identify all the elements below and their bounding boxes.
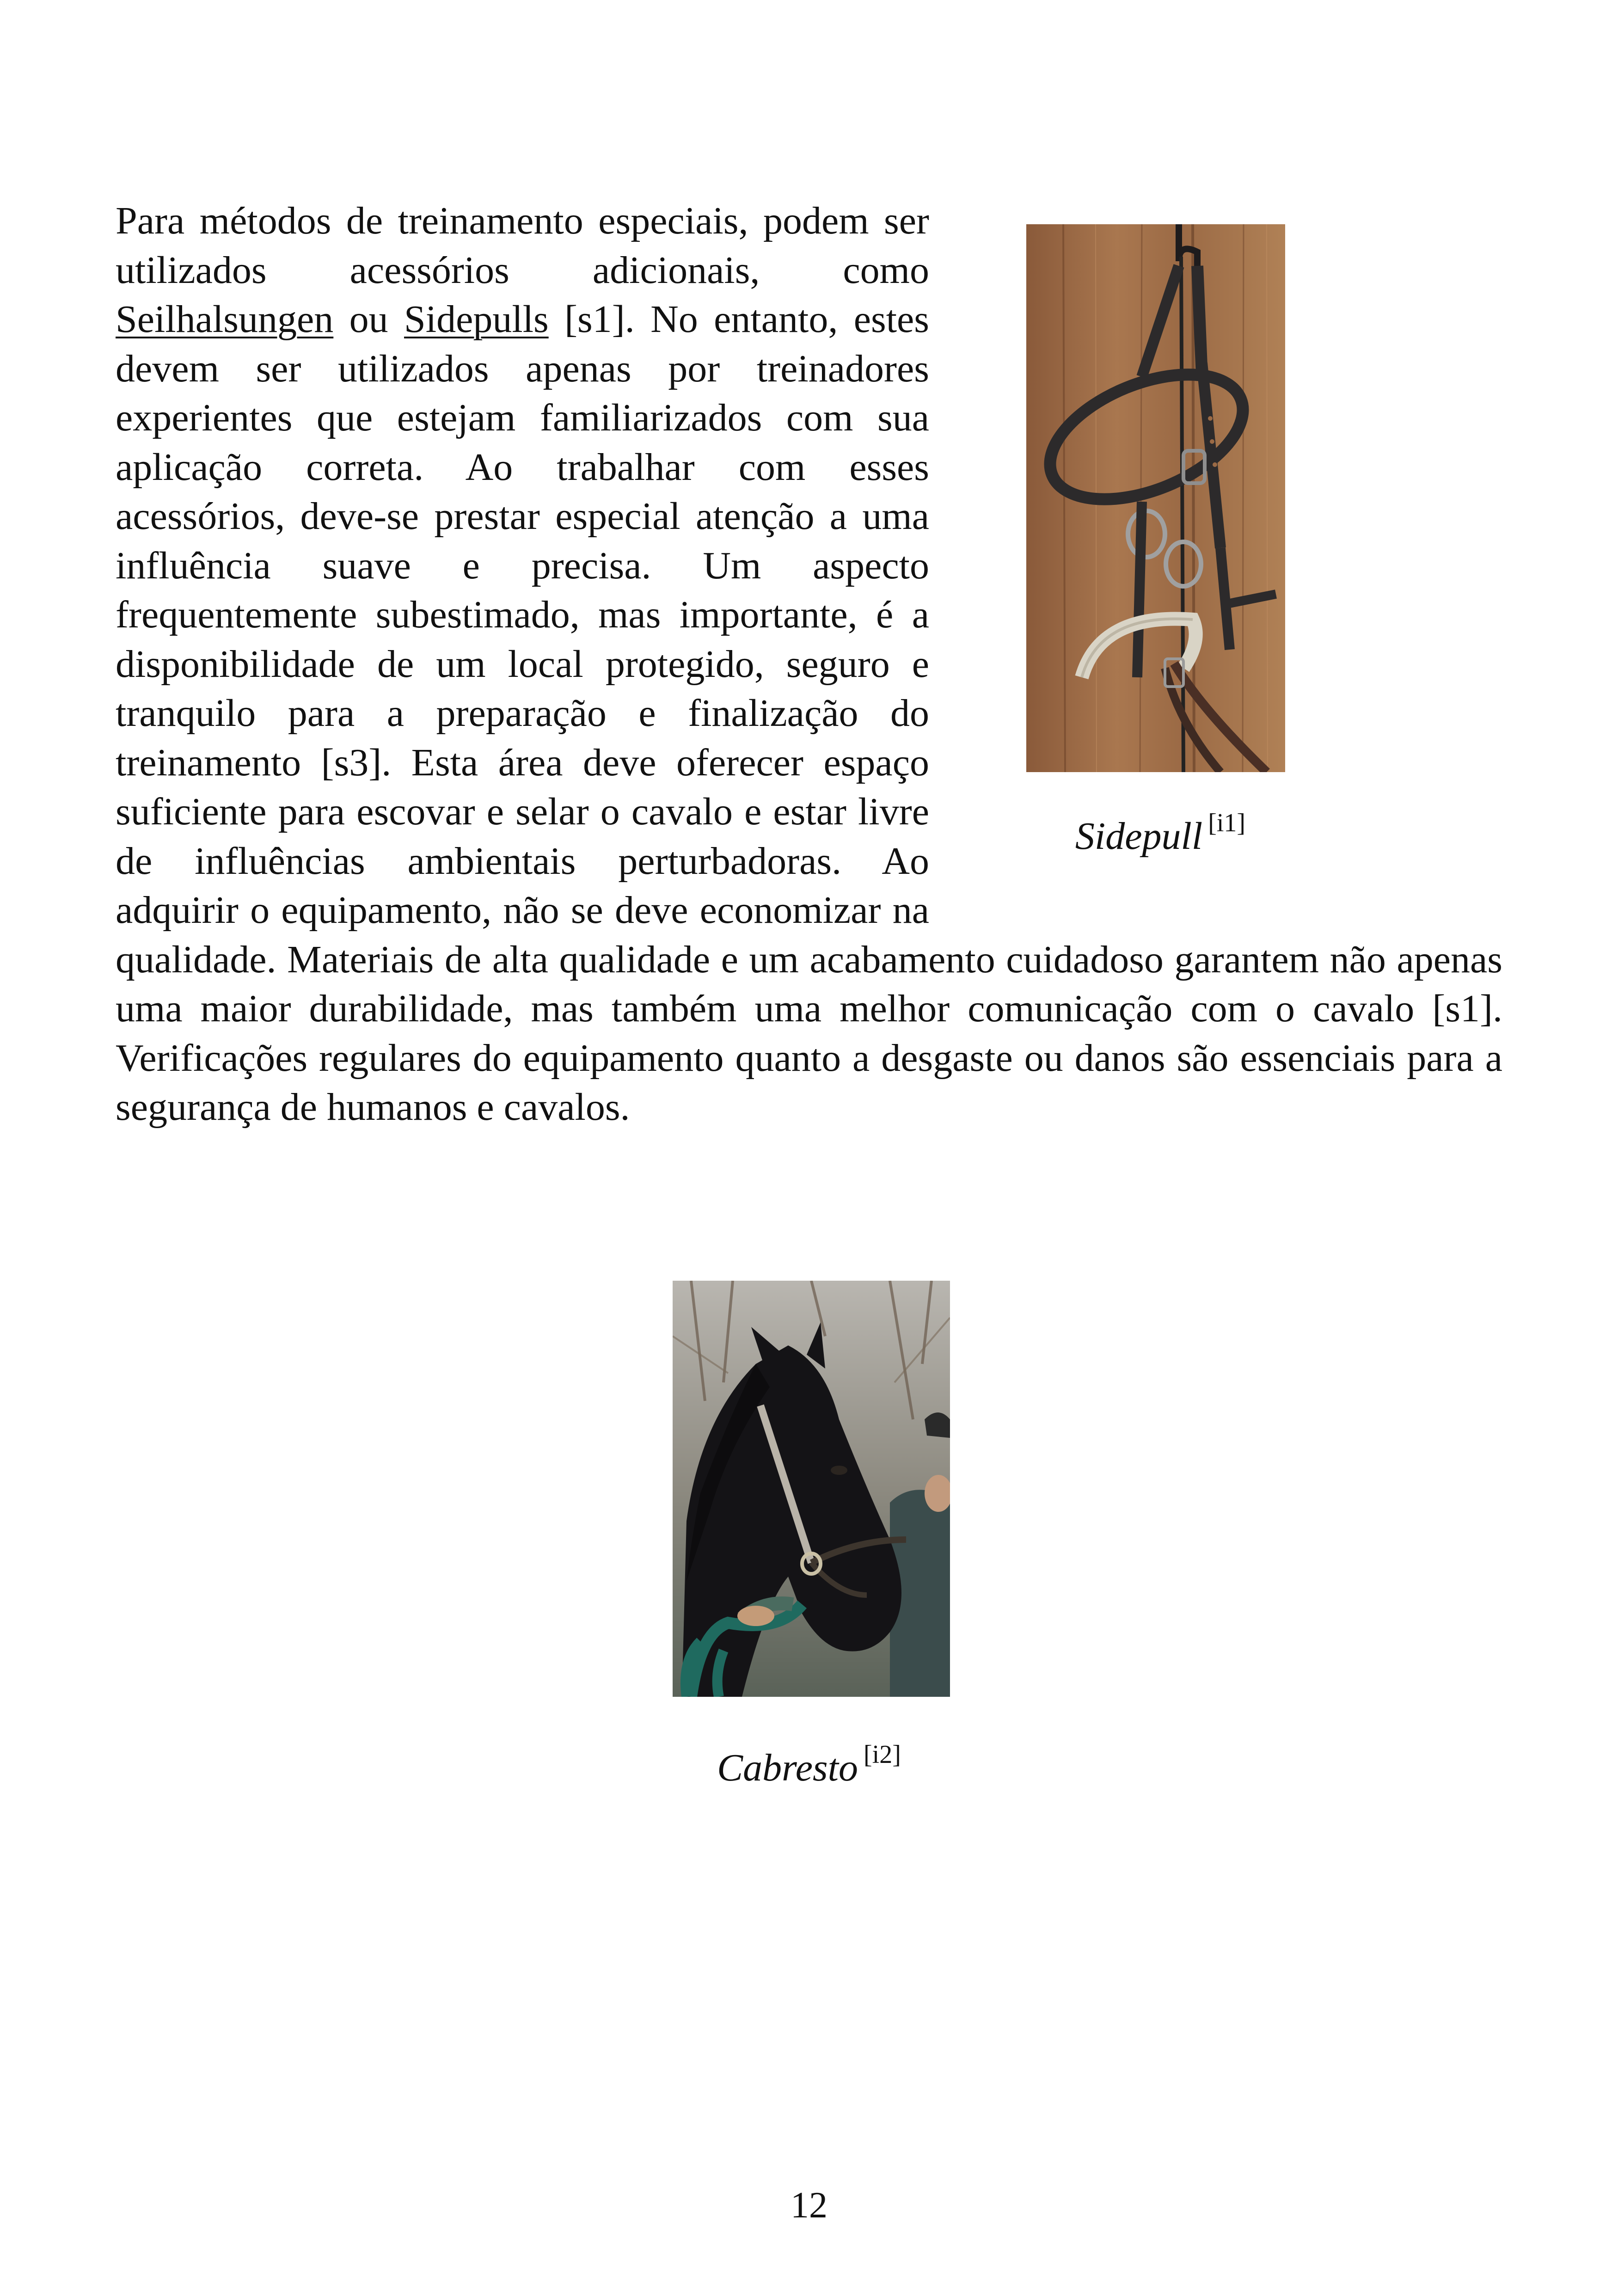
figure-caption-sidepull — [948, 798, 1373, 862]
caption-reference: [i1] — [1208, 809, 1246, 837]
caption-text: Cabresto — [717, 1746, 858, 1789]
figure-caption-cabresto — [578, 1729, 1040, 1793]
link-sidepulls[interactable]: Sidepulls — [404, 298, 549, 341]
caption-text: Sidepull — [1075, 815, 1203, 858]
paragraph-text-start: Para métodos de treinamento especiais, podem ser utilizados acessórios adicionais, como — [116, 199, 929, 292]
body-text — [116, 196, 1502, 1132]
paragraph-text-connector: ou — [333, 298, 404, 341]
cabresto-image — [673, 1281, 950, 1697]
sidepull-image — [1026, 224, 1285, 772]
caption-reference: [i2] — [864, 1740, 901, 1769]
paragraph-text-rest: [s1]. No entanto, estes devem ser utilizados apenas por treinadores experientes que estejam familiarizados com sua aplicação correta. Ao trabalhar com esses acessórios, deve-se prestar especial atenção a uma influência suave e precisa. Um aspecto frequentemente subestimado, mas importante, é a disponibilidade de um local protegido, seguro e tranquilo para a preparação e finalização do treinamento [s3]. Esta área deve oferecer espaço suficiente para escovar e selar o cavalo e estar livre de influências ambientais perturbadoras. Ao adquirir o equipamento, não se deve economizar na qualidade. Materiais de alta qualidade e um acabamento cuidadoso garantem não apenas uma maior durabilidade, mas também uma melhor comunicação com o cavalo [s1]. Verificações regulares do equipamento quanto a desgaste ou danos são essenciais para a segurança de humanos e cavalos. — [116, 298, 1502, 1129]
figure-sidepull — [948, 196, 1502, 909]
figure-cabresto — [673, 1281, 950, 1697]
link-seilhalsungen[interactable]: Seilhalsungen — [116, 298, 334, 341]
sidepull-photo — [1026, 224, 1285, 772]
page-number: 12 — [791, 2185, 827, 2226]
